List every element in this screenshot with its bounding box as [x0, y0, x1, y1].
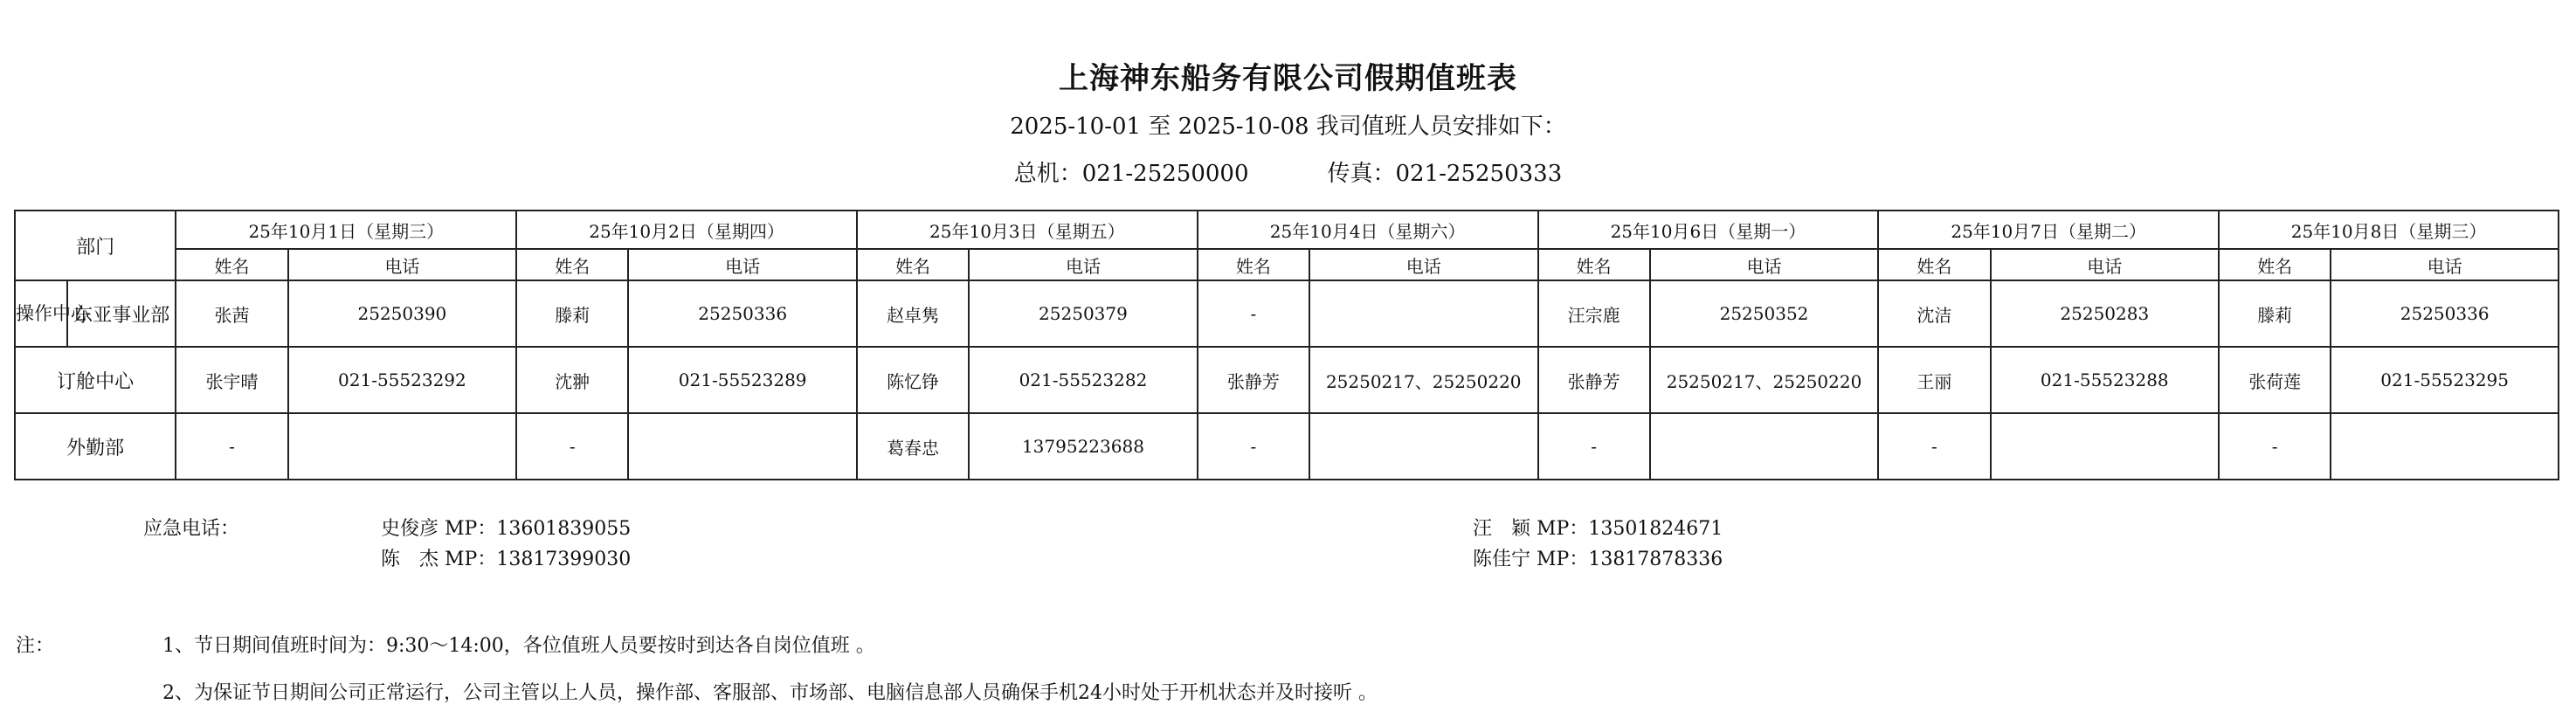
staff-name: 王丽 [1878, 347, 1990, 413]
staff-phone: 13795223688 [969, 413, 1198, 480]
phone-col-header: 电话 [1650, 249, 1879, 280]
staff-name: 汪宗鹿 [1538, 280, 1650, 347]
staff-name: - [516, 413, 628, 480]
header-row-columns [15, 249, 2559, 280]
note-item: 2、为保证节日期间公司正常运行，公司主管以上人员，操作部、客服部、市场部、电脑信息部人员确保手机24小时处于开机状态并及时接听 。 [162, 682, 1378, 704]
staff-name: 滕莉 [2219, 280, 2331, 347]
staff-name: - [176, 413, 287, 480]
staff-phone: 25250217、25250220 [1650, 347, 1879, 413]
name-col-header: 姓名 [1878, 249, 1990, 280]
header-row-dates [15, 211, 2559, 249]
day-header: 25年10月6日（星期一） [1538, 211, 1879, 249]
day-header: 25年10月7日（星期二） [1878, 211, 2219, 249]
name-col-header: 姓名 [1198, 249, 1309, 280]
staff-name: 沈洁 [1878, 280, 1990, 347]
staff-phone: 25250217、25250220 [1309, 347, 1538, 413]
note-item: 1、节日期间值班时间为：9:30～14:00，各位值班人员要按时到达各自岗位值班 。 [162, 635, 875, 657]
staff-name: 葛春忠 [857, 413, 969, 480]
staff-phone: 25250379 [969, 280, 1198, 347]
staff-phone: 25250336 [628, 280, 857, 347]
table-row [15, 280, 2559, 347]
day-header: 25年10月2日（星期四） [516, 211, 857, 249]
staff-name: - [2219, 413, 2331, 480]
staff-name: 滕莉 [516, 280, 628, 347]
staff-phone: 25250390 [288, 280, 517, 347]
staff-phone: 25250352 [1650, 280, 1879, 347]
staff-phone: 25250283 [1991, 280, 2220, 347]
phone-col-header: 电话 [288, 249, 517, 280]
day-header: 25年10月4日（星期六） [1198, 211, 1538, 249]
main-phone: 总机：021-25250000 [1013, 161, 1249, 187]
staff-name: 张宇晴 [176, 347, 287, 413]
page-title: 上海神东船务有限公司假期值班表 [1059, 61, 1517, 96]
name-col-header: 姓名 [2219, 249, 2331, 280]
emergency-contact: 陈 杰 MP：13817399030 [381, 549, 632, 570]
dept-header: 部门 [15, 211, 176, 280]
company-contact [0, 155, 2576, 188]
staff-phone: 021-55523288 [1991, 347, 2220, 413]
fax-number: 传真：021-25250333 [1327, 161, 1563, 187]
name-col-header: 姓名 [516, 249, 628, 280]
duty-table [14, 210, 2559, 480]
staff-name: - [1198, 413, 1309, 480]
staff-name: - [1538, 413, 1650, 480]
staff-phone [1991, 413, 2220, 480]
dept-cell: 外勤部 [15, 413, 176, 480]
staff-name: 张静芳 [1198, 347, 1309, 413]
notes-label: 注： [16, 635, 55, 657]
table-row [15, 347, 2559, 413]
staff-phone: 021-55523289 [628, 347, 857, 413]
phone-col-header: 电话 [2331, 249, 2559, 280]
staff-phone [628, 413, 857, 480]
staff-name: 沈翀 [516, 347, 628, 413]
staff-phone [1650, 413, 1879, 480]
staff-phone: 25250336 [2331, 280, 2559, 347]
staff-phone [1309, 280, 1538, 347]
phone-col-header: 电话 [969, 249, 1198, 280]
staff-phone [1309, 413, 1538, 480]
phone-col-header: 电话 [1991, 249, 2220, 280]
staff-name: 张茜 [176, 280, 287, 347]
staff-phone [288, 413, 517, 480]
emergency-contact: 汪 颖 MP：13501824671 [1473, 518, 1723, 540]
phone-col-header: 电话 [1309, 249, 1538, 280]
date-range-subtitle: 2025-10-01 至 2025-10-08 我司值班人员安排如下： [1010, 114, 1566, 140]
name-col-header: 姓名 [1538, 249, 1650, 280]
staff-phone: 021-55523292 [288, 347, 517, 413]
dept-group-cell: 操作中心 [15, 280, 67, 347]
staff-name: 张静芳 [1538, 347, 1650, 413]
staff-name: - [1878, 413, 1990, 480]
phone-col-header: 电话 [628, 249, 857, 280]
staff-name: 赵卓隽 [857, 280, 969, 347]
dept-cell: 东亚事业部 [67, 280, 176, 347]
name-col-header: 姓名 [176, 249, 287, 280]
day-header: 25年10月8日（星期三） [2219, 211, 2559, 249]
dept-cell: 订舱中心 [15, 347, 176, 413]
staff-phone [2331, 413, 2559, 480]
table-row [15, 413, 2559, 480]
day-header: 25年10月3日（星期五） [857, 211, 1198, 249]
staff-name: - [1198, 280, 1309, 347]
staff-phone: 021-55523282 [969, 347, 1198, 413]
staff-name: 陈忆铮 [857, 347, 969, 413]
emergency-contact: 史俊彦 MP：13601839055 [381, 518, 632, 540]
staff-phone: 021-55523295 [2331, 347, 2559, 413]
staff-name: 张荷莲 [2219, 347, 2331, 413]
emergency-contact: 陈佳宁 MP：13817878336 [1473, 549, 1723, 570]
emergency-label: 应急电话： [143, 518, 240, 540]
name-col-header: 姓名 [857, 249, 969, 280]
day-header: 25年10月1日（星期三） [176, 211, 516, 249]
